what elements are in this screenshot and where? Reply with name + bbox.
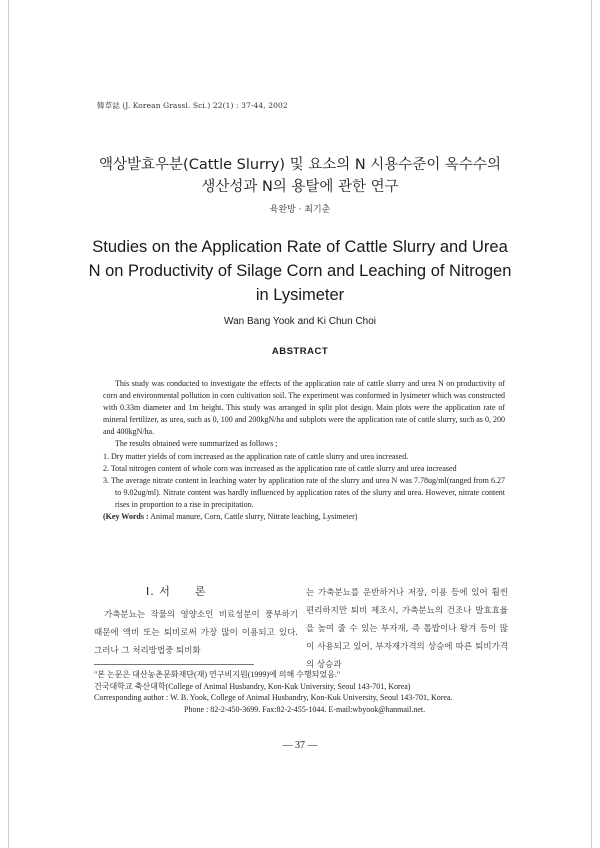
intro-right-text: 는 가축분뇨를 운반하거나 저장, 이용 등에 있어 훨씬 편리하지만 퇴비 제조시, 가축분뇨의 건조나 발효효율을 높여 줄 수 있는 부자재, 즉 톱밥이나 왕겨 등이 많이 사용되고 있어, 부자재가격의 상승에 따른 퇴비가격의 상승과 — [306, 588, 508, 670]
korean-title-line-1: 액상발효우분(Cattle Slurry) 및 요소의 N 시용수준이 옥수수의 — [99, 157, 501, 173]
korean-authors: 육완방 · 최기춘 — [269, 205, 331, 215]
page-number: — 37 — — [282, 740, 318, 751]
intro-right-column — [306, 584, 508, 674]
abstract-body — [103, 378, 505, 523]
journal-citation: 韓草誌 (J. Korean Grassl. Sci.) 22(1) : 37-44, 2002 — [97, 101, 288, 110]
footnotes — [94, 669, 514, 715]
english-title-line-1: Studies on the Application Rate of Cattle Slurry and Urea — [92, 238, 508, 256]
intro-left-text: 가축분뇨는 작물의 영양소인 비료성분이 풍부하기 때문에 액비 또는 퇴비로써 가장 많이 이용되고 있다. 그러나 그 처리방법중 퇴비화 — [94, 610, 298, 656]
abstract-heading: ABSTRACT — [271, 346, 329, 357]
abstract-results-intro: The results obtained were summarized as follows ; — [115, 439, 278, 449]
section-heading-introduction: Ⅰ. 서 론 — [146, 585, 207, 598]
result-item: 2. Total nitrogen content of whole corn was increased as the application rate of cattle slurry and urea increased — [103, 463, 457, 473]
korean-title-line-2: 생산성과 N의 용탈에 관한 연구 — [201, 179, 399, 195]
english-title-line-2: N on Productivity of Silage Corn and Leaching of Nitrogen — [88, 262, 512, 280]
footnote-divider — [94, 664, 254, 665]
result-item: 3. The average nitrate content in leaching water by application rate of the slurry and urea N was 7.78ug/ml(ranged from 6.27 to 9.02ug/ml). Nitrate content was hardly influenced by application rates of the slurry and urea. However, nitrate content rises in proportion to a rise in precipitation. — [103, 475, 505, 509]
result-item: 1. Dry matter yields of corn increased as the application rate of cattle slurry and urea increased. — [103, 451, 409, 461]
footnote-corresponding: Corresponding author : W. B. Yook, College of Animal Husbandry, Kon-Kuk University, Seoul 143-701, Korea. — [94, 693, 453, 702]
keywords: Animal manure, Corn, Cattle slurry, Nitrate leaching, Lysimeter) — [150, 512, 358, 522]
intro-left-column — [94, 606, 298, 660]
keywords-label: (Key Words : — [103, 512, 149, 522]
footnote-contact: Phone : 82-2-450-3699. Fax:82-2-455-1044. E-mail:wbyook@hanmail.net. — [184, 704, 426, 714]
english-title-line-3: in Lysimeter — [255, 286, 345, 304]
footnote-affiliation: 건국대학교 축산대학(College of Animal Husbandry, Kon-Kuk University, Seoul 143-701, Korea) — [94, 681, 411, 691]
footnote-funding: "본 논문은 대산농촌문화재단(재) 연구비지원(1999)에 의해 수행되었음." — [94, 670, 341, 679]
keywords-line — [103, 511, 505, 523]
english-authors: Wan Bang Yook and Ki Chun Choi — [224, 316, 376, 327]
abstract-paragraph: This study was conducted to investigate the effects of the application rate of cattle slurry and urea N on productivity of corn and environmental pollution in corn cultivation soil. The experiment was conformed in lysimeter which was constructed with 0.33m diameter and 1m height. This study was arranged in split plot design. Main plots were the application rate of mineral fertilizer, as urea, such as 0, 100 and 200kgN/ha and subplots were the application rate of cattle slurry, such as 0, 200 and 400kgN/ha. — [103, 379, 505, 437]
